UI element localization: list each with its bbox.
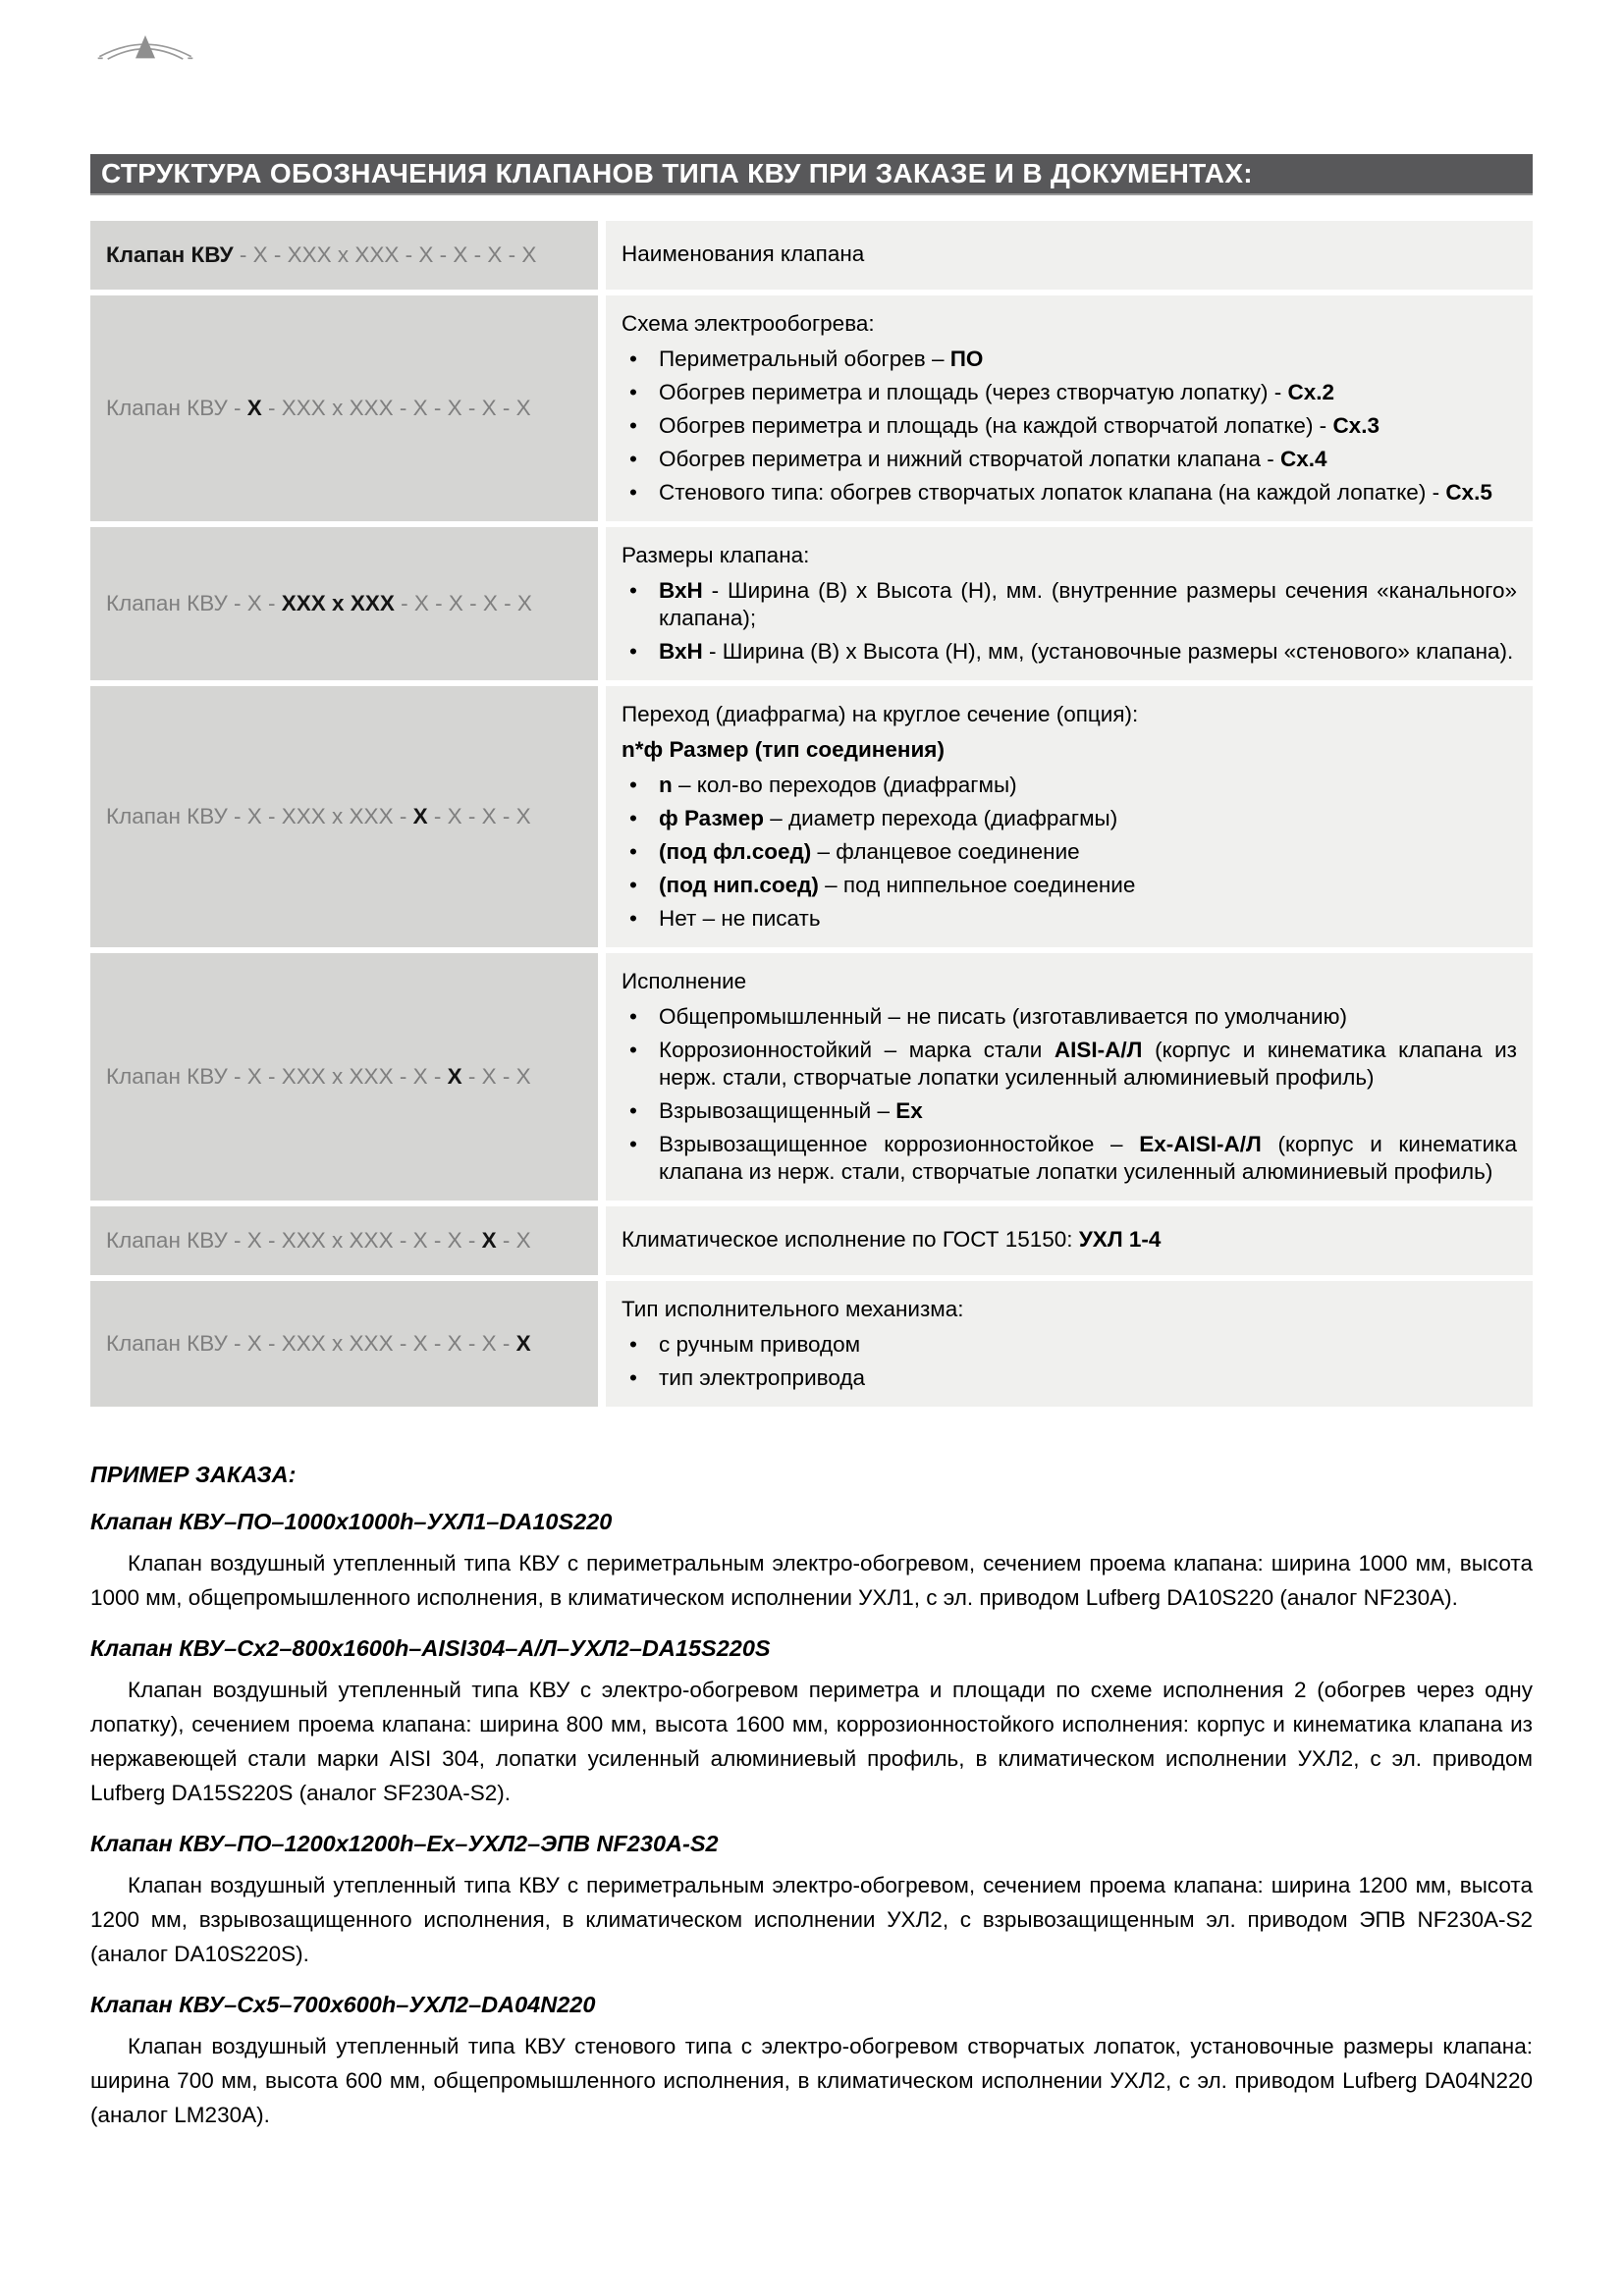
text-segment: – под ниппельное соединение [818, 873, 1136, 897]
bullet-dot-icon: • [629, 806, 637, 830]
order-example [90, 1992, 1533, 2132]
code-cell [90, 953, 598, 1201]
designation-code [106, 1063, 531, 1091]
bullet-text [659, 1003, 1517, 1031]
bullet-dot-icon: • [629, 413, 637, 438]
text-segment: Исполнение [622, 969, 747, 993]
table-row [90, 1281, 1533, 1407]
code-highlight: X [515, 1331, 531, 1356]
description-cell [606, 1206, 1533, 1275]
code-highlight: X [481, 1228, 497, 1253]
text-segment: Переход (диафрагма) на круглое сечение (опция): [622, 702, 1139, 726]
bullet-text [659, 1131, 1517, 1186]
bold-segment: Сх.5 [1445, 480, 1492, 505]
text-segment: - X - X [461, 1064, 531, 1089]
text-segment: - Ширина (В) х Высота (Н), мм. (внутренние размеры сечения «канального» клапана); [659, 578, 1517, 630]
bullet-item [622, 1003, 1517, 1031]
description-cell [606, 1281, 1533, 1407]
text-segment: Общепромышленный – не писать (изготавливается по умолчанию) [659, 1004, 1347, 1029]
bullet-item [622, 872, 1517, 899]
bold-segment: Сх.2 [1287, 380, 1335, 404]
bullet-dot-icon: • [629, 839, 637, 864]
description-cell [606, 527, 1533, 680]
description-cell [606, 686, 1533, 947]
text-segment: Взрывозащищенный – [659, 1098, 896, 1123]
code-highlight: X [412, 804, 428, 828]
bullet-text [659, 838, 1517, 866]
example-description: Клапан воздушный утепленный типа КВУ с электро-обогревом периметра и площади по схеме исполнения 2 (обогрев через одну лопатку), сечением проема клапана: ширина 800 мм, высота 1600 мм, коррозионностойкого исполнения: корпус и кинематика клапана из нержавеющей стали марки AISI 304, лопатки усиленный алюминиевый профиль, в климатическом исполнении УХЛ2, с эл. приводом Lufberg DA15S220S (аналог SF230A-S2). [90, 1678, 1533, 1805]
text-segment: (корпус и кинематика клапана из нерж. стали, створчатые лопатки усиленный алюминиевый профиль) [659, 1132, 1517, 1184]
section-title: СТРУКТУРА ОБОЗНАЧЕНИЯ КЛАПАНОВ ТИПА КВУ ПРИ ЗАКАЗЕ И В ДОКУМЕНТАХ: [101, 158, 1253, 188]
code-cell [90, 221, 598, 290]
text-segment: с ручным приводом [659, 1332, 861, 1357]
bold-segment: n [659, 773, 673, 797]
code-highlight: XXX x XXX [281, 591, 395, 615]
table-row [90, 295, 1533, 521]
bullet-text [659, 577, 1517, 632]
designation-structure-table [90, 221, 1533, 1407]
text-segment: - XXX x XXX - X - X - X - X [261, 396, 531, 420]
bullet-text [659, 346, 1517, 373]
bold-segment: n*ф Размер (тип соединения) [622, 737, 945, 762]
text-segment: Климатическое исполнение по ГОСТ 15150: [622, 1227, 1079, 1252]
bold-segment: Сх.4 [1279, 447, 1327, 471]
bullet-item [622, 577, 1517, 632]
bullet-dot-icon: • [629, 1132, 637, 1156]
bold-segment: ВхН [659, 578, 703, 603]
bullet-text [659, 772, 1517, 799]
text-segment: - X - X - X - X [394, 591, 532, 615]
bold-segment: ф Размер [659, 806, 764, 830]
text-segment: - X - X - X [427, 804, 531, 828]
example-designation: Клапан КВУ–ПО–1000х1000h–УХЛ1–DA10S220 [90, 1509, 613, 1534]
bullet-item [622, 1037, 1517, 1092]
bold-segment: ПО [949, 347, 984, 371]
bold-segment: УХЛ 1-4 [1078, 1227, 1162, 1252]
text-segment: Нет – не писать [659, 906, 821, 931]
bullet-item [622, 805, 1517, 832]
text-segment: – диаметр перехода (диафрагмы) [763, 806, 1118, 830]
code-cell [90, 295, 598, 521]
bullet-text [659, 1097, 1517, 1125]
bullet-dot-icon: • [629, 873, 637, 897]
designation-code [106, 1227, 531, 1255]
example-description: Клапан воздушный утепленный типа КВУ с периметральным электро-обогревом, сечением проема клапана: ширина 1000 мм, высота 1000 мм, общепромышленного исполнения, в климатическом исполнении УХЛ1, с эл. приводом Lufberg DA10S220 (аналог NF230A). [90, 1551, 1533, 1610]
table-row [90, 953, 1533, 1201]
example-designation: Клапан КВУ–ПО–1200х1200h–Ex–УХЛ2–ЭПВ NF230A-S2 [90, 1831, 719, 1856]
section-title-bar [90, 154, 1533, 195]
text-segment: Обогрев периметра и площадь (через створчатую лопатку) - [659, 380, 1288, 404]
text-segment: Стенового типа: обогрев створчатых лопаток клапана (на каждой лопатке) - [659, 480, 1446, 505]
text-segment: Схема электрообогрева: [622, 311, 875, 336]
bullet-dot-icon: • [629, 447, 637, 471]
bullet-dot-icon: • [629, 639, 637, 664]
bullet-text [659, 805, 1517, 832]
bullet-dot-icon: • [629, 347, 637, 371]
bullet-item [622, 1364, 1517, 1392]
text-segment: - X [496, 1228, 531, 1253]
description-heading [622, 1226, 1517, 1254]
example-description: Клапан воздушный утепленный типа КВУ стенового типа с электро-обогревом створчатых лопаток, установочные размеры клапана: ширина 700 мм, высота 600 мм, общепромышленного исполнения, в климатическом исполнении УХЛ2, с эл. приводом Lufberg DA04N220 (аналог LM230A). [90, 2034, 1533, 2127]
code-cell [90, 1281, 598, 1407]
bullet-dot-icon: • [629, 380, 637, 404]
code-highlight: Клапан КВУ [106, 242, 234, 267]
text-segment: Клапан КВУ - X - XXX x XXX - X - X - X - [106, 1331, 516, 1356]
text-segment: Клапан КВУ - X - [106, 591, 282, 615]
bullet-text [659, 872, 1517, 899]
mountain-wings-logo-icon [96, 25, 194, 66]
bold-segment: ВхН [659, 639, 703, 664]
example-description: Клапан воздушный утепленный типа КВУ с периметральным электро-обогревом, сечением проема клапана: ширина 1200 мм, высота 1200 мм, взрывозащищенного исполнения, в климатическом исполнении УХЛ2, с взрывозащищенным эл. приводом ЭПВ NF230A-S2 (аналог DA10S220S). [90, 1873, 1533, 1966]
text-segment: Наименования клапана [622, 241, 865, 266]
bullet-dot-icon: • [629, 906, 637, 931]
description-cell [606, 295, 1533, 521]
text-segment: Клапан КВУ - X - XXX x XXX - X - X - [106, 1228, 482, 1253]
description-heading [622, 701, 1517, 728]
bullet-item [622, 379, 1517, 406]
example-designation: Клапан КВУ–Сх5–700х600h–УХЛ2–DA04N220 [90, 1992, 596, 2017]
bold-segment: (под фл.соед) [659, 839, 812, 864]
table-row [90, 221, 1533, 290]
bullet-text [659, 905, 1517, 933]
bullet-dot-icon: • [629, 773, 637, 797]
description-cell [606, 221, 1533, 290]
description-heading [622, 968, 1517, 995]
text-segment: Клапан КВУ - [106, 396, 247, 420]
description-heading [622, 240, 1517, 268]
order-examples [90, 1509, 1533, 2132]
order-example [90, 1831, 1533, 1971]
text-segment: - Ширина (В) х Высота (Н), мм, (установочные размеры «стенового» клапана). [702, 639, 1514, 664]
text-segment: Взрывозащищенное коррозионностойкое – [659, 1132, 1140, 1156]
order-example [90, 1509, 1533, 1615]
bullet-item [622, 638, 1517, 666]
code-highlight: X [447, 1064, 462, 1089]
bullet-text [659, 412, 1517, 440]
text-segment: - X - XXX x XXX - X - X - X - X [233, 242, 537, 267]
bullet-item [622, 1097, 1517, 1125]
bullet-dot-icon: • [629, 480, 637, 505]
bullet-dot-icon: • [629, 1004, 637, 1029]
bullet-dot-icon: • [629, 1365, 637, 1390]
designation-code [106, 590, 532, 617]
description-heading [622, 1296, 1517, 1323]
description-heading [622, 310, 1517, 338]
description-cell [606, 953, 1533, 1201]
designation-code [106, 395, 531, 422]
bullet-text [659, 1364, 1517, 1392]
text-segment: Клапан КВУ - X - XXX x XXX - [106, 804, 413, 828]
designation-code [106, 241, 536, 269]
text-segment: Размеры клапана: [622, 543, 810, 567]
code-cell [90, 1206, 598, 1275]
example-designation: Клапан КВУ–Сх2–800х1600h–AISI304–А/Л–УХЛ2–DA15S220S [90, 1635, 771, 1661]
code-cell [90, 527, 598, 680]
bullet-item [622, 905, 1517, 933]
text-segment: тип электропривода [659, 1365, 865, 1390]
text-segment: – кол-во переходов (диафрагмы) [672, 773, 1017, 797]
bullet-item [622, 479, 1517, 507]
designation-code [106, 803, 531, 830]
brand-logo [96, 25, 194, 66]
text-segment: Обогрев периметра и нижний створчатой лопатки клапана - [659, 447, 1280, 471]
bullet-text [659, 479, 1517, 507]
text-segment: Коррозионностойкий – марка стали [659, 1038, 1055, 1062]
bullet-item [622, 1331, 1517, 1359]
bullet-item [622, 346, 1517, 373]
bullet-item [622, 412, 1517, 440]
text-segment: – фланцевое соединение [811, 839, 1080, 864]
bullet-text [659, 1037, 1517, 1092]
examples-title: ПРИМЕР ЗАКАЗА: [90, 1462, 297, 1487]
description-heading [622, 736, 1517, 764]
bold-segment: Ex [895, 1098, 923, 1123]
bold-segment: (под нип.соед) [659, 873, 819, 897]
bullet-dot-icon: • [629, 1098, 637, 1123]
order-example [90, 1635, 1533, 1810]
bold-segment: Ex-AISI-А/Л [1139, 1132, 1262, 1156]
bold-segment: Сх.3 [1332, 413, 1380, 438]
table-row [90, 686, 1533, 947]
bullet-text [659, 1331, 1517, 1359]
bullet-item [622, 1131, 1517, 1186]
bullet-dot-icon: • [629, 578, 637, 603]
bullet-text [659, 379, 1517, 406]
bullet-dot-icon: • [629, 1332, 637, 1357]
code-highlight: X [246, 396, 262, 420]
table-row [90, 527, 1533, 680]
text-segment: Обогрев периметра и площадь (на каждой створчатой лопатке) - [659, 413, 1333, 438]
text-segment: Клапан КВУ - X - XXX x XXX - X - [106, 1064, 448, 1089]
code-cell [90, 686, 598, 947]
designation-code [106, 1330, 531, 1358]
bullet-item [622, 838, 1517, 866]
text-segment: Периметральный обогрев – [659, 347, 950, 371]
text-segment: Тип исполнительного механизма: [622, 1297, 964, 1321]
bold-segment: AISI-А/Л [1054, 1038, 1143, 1062]
description-heading [622, 542, 1517, 569]
bullet-text [659, 446, 1517, 473]
table-row [90, 1206, 1533, 1275]
text-segment: (корпус и кинематика клапана из нерж. стали, створчатые лопатки усиленный алюминиевый профиль) [659, 1038, 1517, 1090]
bullet-item [622, 446, 1517, 473]
bullet-text [659, 638, 1517, 666]
bullet-item [622, 772, 1517, 799]
bullet-dot-icon: • [629, 1038, 637, 1062]
